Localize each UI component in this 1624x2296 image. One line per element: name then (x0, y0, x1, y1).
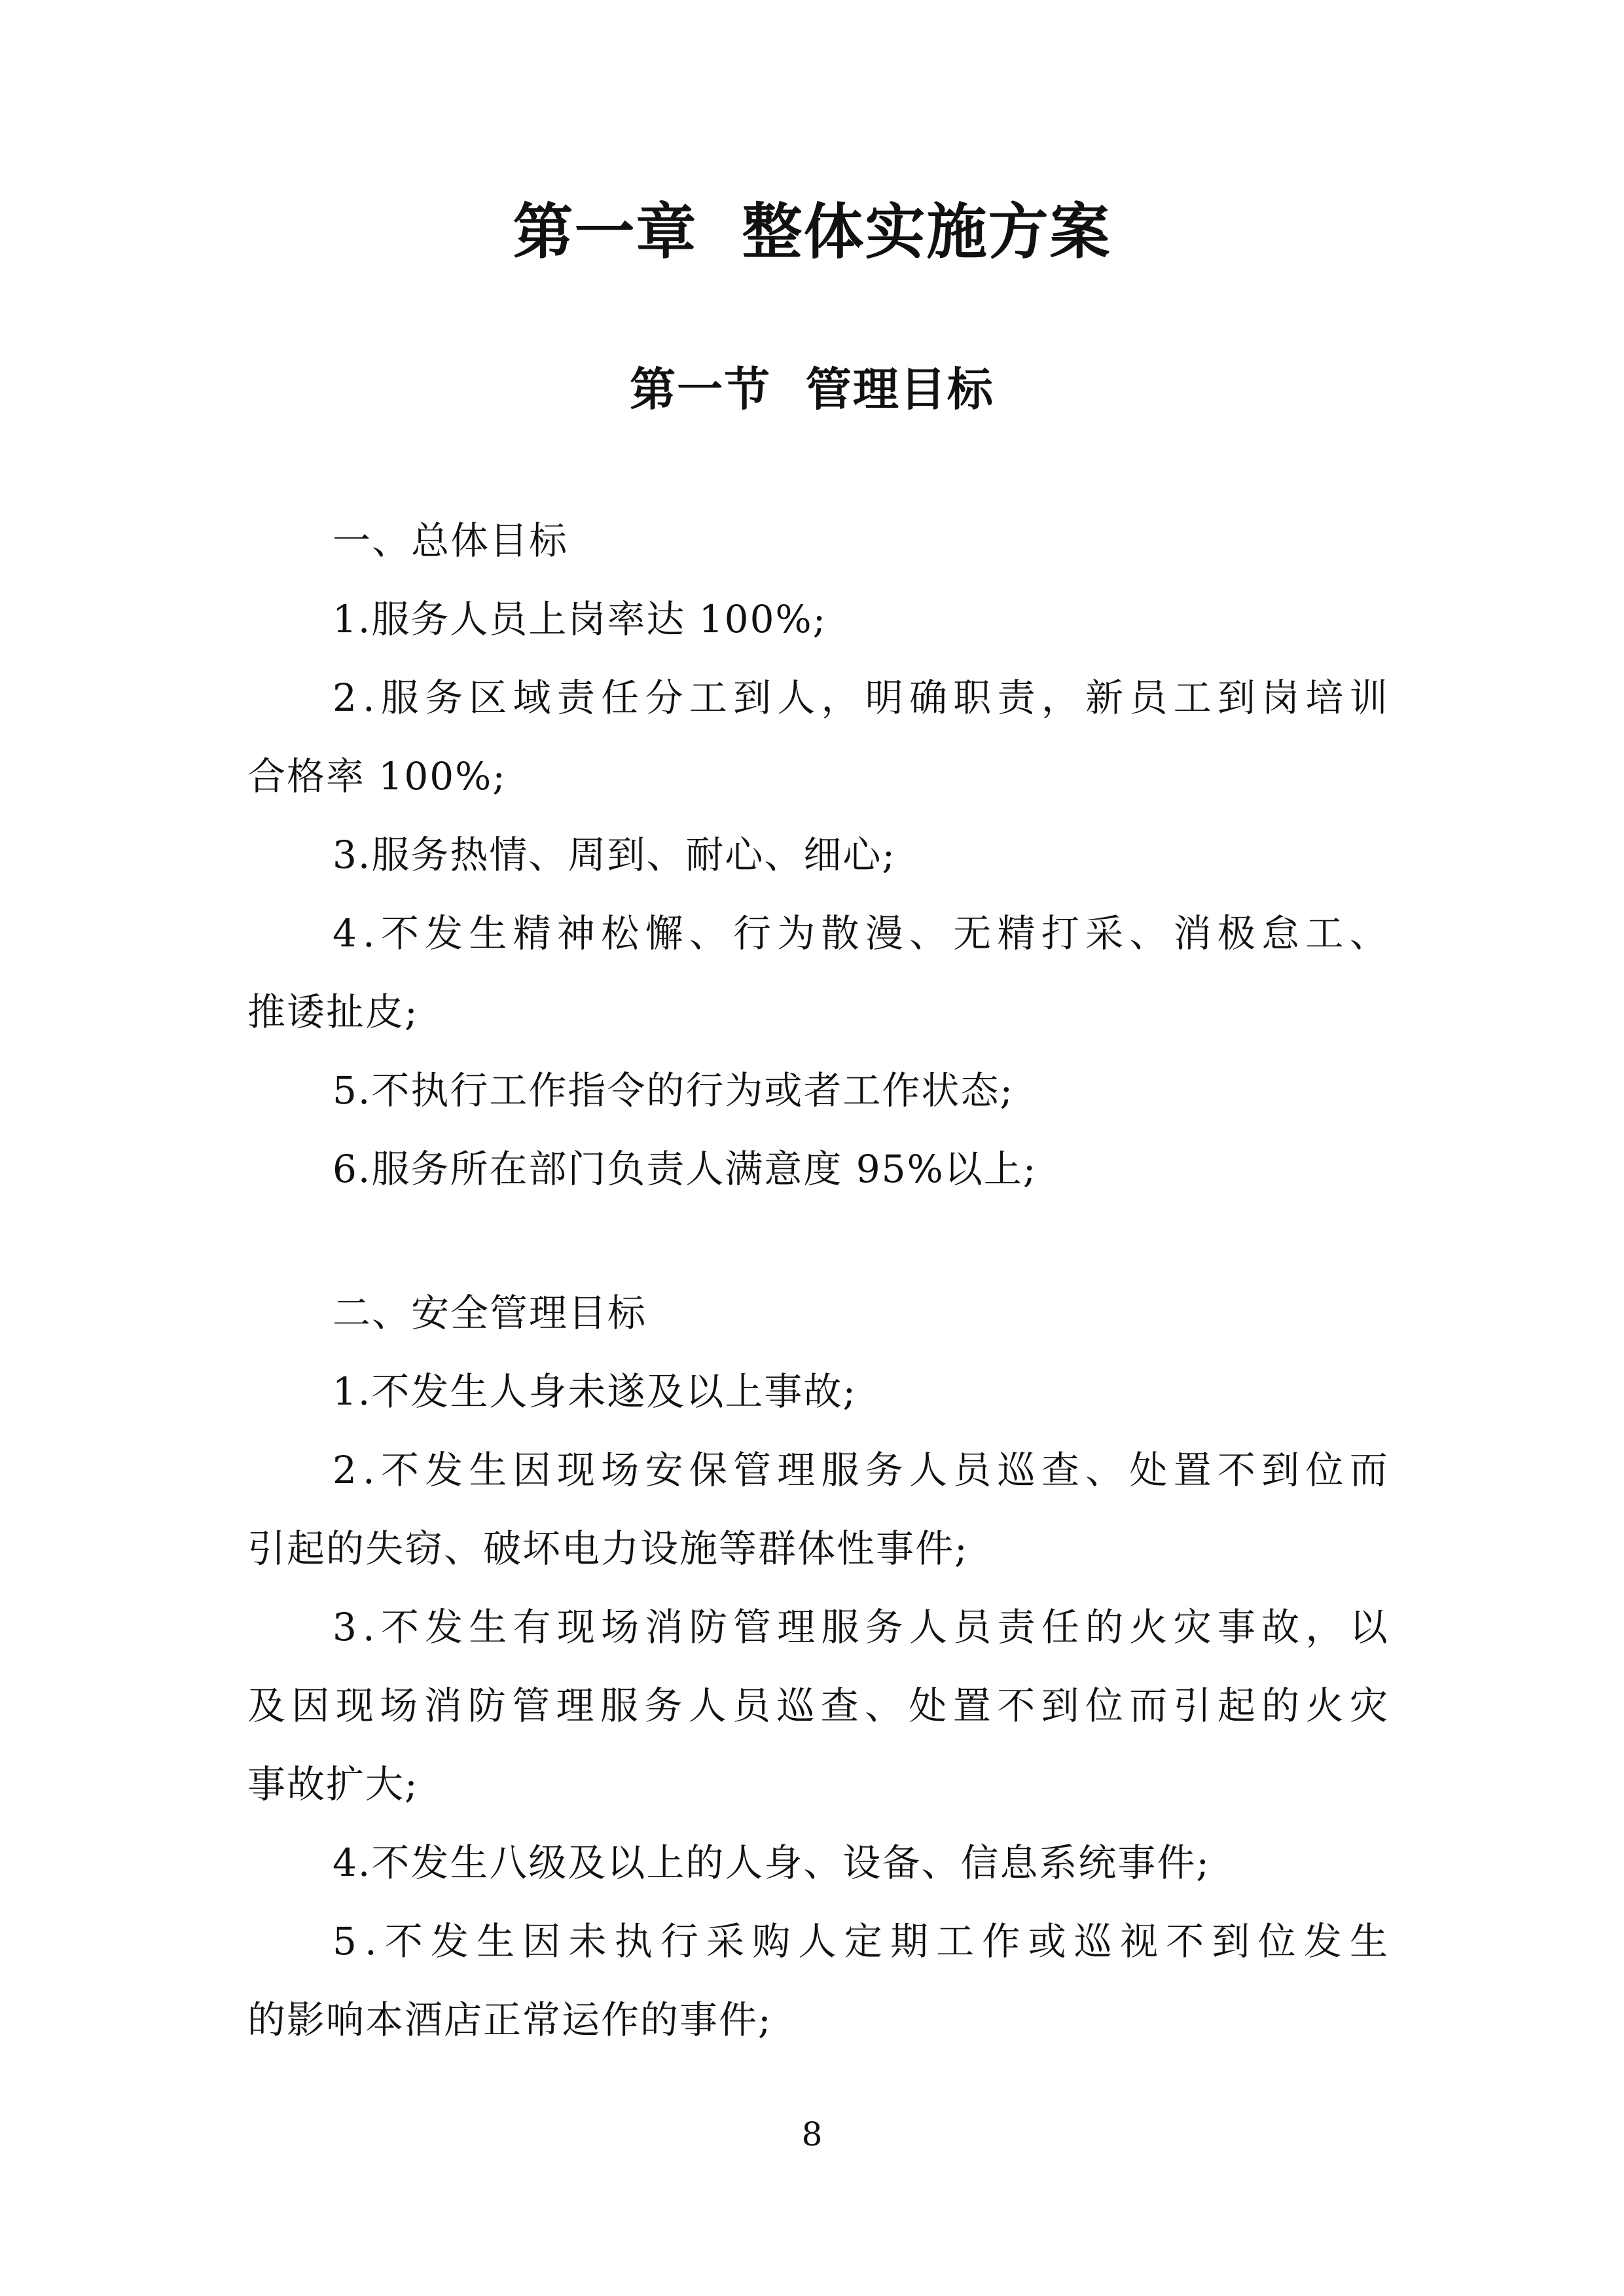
text-glyph: 有 (513, 1605, 551, 1649)
text-glyph: 安 (645, 1448, 683, 1492)
text-glyph: 保 (689, 1448, 727, 1492)
text-glyph: 服 (600, 1683, 638, 1728)
text-glyph: 而 (1349, 1448, 1388, 1492)
text-glyph: 事 (1217, 1605, 1255, 1649)
text-glyph: 务 (865, 1448, 903, 1492)
text-glyph: 消 (645, 1605, 683, 1649)
text-glyph: 责 (997, 1605, 1036, 1649)
text-glyph: 未 (568, 1919, 607, 1964)
text-glyph: 巡 (1074, 1919, 1112, 1964)
text-glyph: ， (1041, 675, 1079, 720)
text-glyph: 位 (1257, 1919, 1296, 1964)
paragraph-line: 合格率 100%; (247, 754, 507, 798)
text-glyph: 怠 (1261, 911, 1300, 956)
text-glyph: 管 (732, 1448, 771, 1492)
text-glyph: 松 (601, 911, 640, 956)
text-glyph: 工 (1173, 675, 1212, 720)
text-glyph: 、 (689, 911, 727, 956)
paragraph-line: 引起的失窃、破坏电力设施等群体性事件; (247, 1526, 969, 1571)
text-glyph: 视 (1119, 1919, 1158, 1964)
text-glyph: 发 (430, 1919, 469, 1964)
text-glyph: 人 (798, 1919, 837, 1964)
text-glyph: 培 (1305, 675, 1344, 720)
text-glyph: 起 (1217, 1683, 1255, 1728)
text-glyph: . (363, 1605, 375, 1649)
text-glyph: 行 (732, 911, 771, 956)
text-glyph: 职 (953, 675, 992, 720)
text-glyph: 责 (556, 675, 595, 720)
text-glyph: 防 (689, 1605, 727, 1649)
text-glyph: 火 (1305, 1683, 1344, 1728)
text-glyph: 不 (380, 911, 419, 956)
text-glyph: 到 (1261, 1448, 1300, 1492)
paragraph-line: 的影响本酒店正常运作的事件; (247, 1998, 772, 2042)
text-glyph: . (365, 1919, 377, 1964)
text-glyph: 定 (844, 1919, 882, 1964)
text-glyph: 消 (1173, 911, 1212, 956)
text-glyph: 发 (1303, 1919, 1342, 1964)
text-glyph: 管 (732, 1605, 771, 1649)
paragraph-line: 6.服务所在部门负责人满意度 95%以上; (333, 1147, 1038, 1191)
text-glyph: 或 (1028, 1919, 1066, 1964)
text-glyph: 消 (424, 1683, 462, 1728)
text-glyph: 因 (522, 1919, 561, 1964)
page-number: 8 (801, 2115, 823, 2153)
text-glyph: 不 (1217, 1448, 1255, 1492)
text-glyph: 置 (952, 1683, 991, 1728)
text-glyph: 员 (953, 1605, 992, 1649)
text-glyph: 明 (865, 675, 903, 720)
text-glyph: 懈 (645, 911, 683, 956)
text-glyph: 服 (821, 1605, 859, 1649)
paragraph-line (333, 907, 1388, 960)
text-glyph: 行 (660, 1919, 698, 1964)
text-glyph: 现 (556, 1448, 595, 1492)
text-glyph: 因 (513, 1448, 551, 1492)
text-glyph: 神 (556, 911, 595, 956)
text-glyph: 发 (425, 1448, 463, 1492)
text-glyph: 不 (380, 1448, 419, 1492)
text-glyph: 到 (732, 675, 771, 720)
text-glyph: 岗 (1261, 675, 1300, 720)
text-glyph: 以 (1349, 1605, 1388, 1649)
text-glyph: 位 (1305, 1448, 1344, 1492)
heading-overall-goals: 一、总体目标 (333, 518, 569, 563)
text-glyph: 极 (1217, 911, 1255, 956)
paragraph-line (333, 1915, 1388, 1967)
text-glyph: 生 (469, 911, 507, 956)
text-glyph: 管 (512, 1683, 550, 1728)
text-glyph: 5 (333, 1919, 357, 1964)
text-glyph: 期 (890, 1919, 928, 1964)
paragraph-line: 4.不发生八级及以上的人身、设备、信息系统事件; (333, 1840, 1210, 1885)
text-glyph: 处 (909, 1683, 947, 1728)
paragraph-line: 1.服务人员上岗率达 100%; (333, 597, 827, 641)
text-glyph: 不 (1166, 1919, 1204, 1964)
paragraph-line (333, 672, 1388, 724)
text-glyph: 漫 (865, 911, 903, 956)
paragraph-line (247, 1679, 1388, 1732)
paragraph-line: 1.不发生人身未遂及以上事故; (333, 1369, 857, 1414)
text-glyph: 灾 (1173, 1605, 1212, 1649)
text-glyph: 无 (953, 911, 992, 956)
text-glyph: 理 (556, 1683, 594, 1728)
text-glyph: 位 (1085, 1683, 1123, 1728)
text-glyph: 场 (601, 1605, 640, 1649)
text-glyph: 2 (333, 1448, 357, 1492)
chapter-title: 第一章 整体实施方案 (513, 197, 1111, 267)
text-glyph: 巡 (776, 1683, 815, 1728)
text-glyph: 生 (469, 1448, 507, 1492)
text-glyph: 人 (688, 1683, 727, 1728)
text-glyph: 引 (1173, 1683, 1212, 1728)
text-glyph: 工 (936, 1919, 975, 1964)
text-glyph: 灾 (1349, 1683, 1388, 1728)
text-glyph: 故 (1261, 1605, 1300, 1649)
text-glyph: 务 (425, 675, 463, 720)
text-glyph: 查 (1041, 1448, 1079, 1492)
text-glyph: 工 (689, 675, 727, 720)
text-glyph: 场 (380, 1683, 418, 1728)
text-glyph: 而 (1129, 1683, 1168, 1728)
paragraph-line (333, 1601, 1388, 1653)
paragraph-line: 3.服务热情、周到、耐心、细心; (333, 833, 896, 877)
text-glyph: 现 (556, 1605, 595, 1649)
text-glyph: 、 (909, 911, 948, 956)
text-glyph: 精 (997, 911, 1036, 956)
text-glyph: 因 (291, 1683, 330, 1728)
text-glyph: 购 (752, 1919, 791, 1964)
text-glyph: 精 (513, 911, 551, 956)
text-glyph: 训 (1349, 675, 1388, 720)
text-glyph: 生 (469, 1605, 507, 1649)
text-glyph: 场 (601, 1448, 640, 1492)
text-glyph: 火 (1129, 1605, 1168, 1649)
text-glyph: 服 (380, 675, 419, 720)
text-glyph: 域 (513, 675, 551, 720)
text-glyph: 、 (1349, 911, 1388, 956)
text-glyph: 打 (1041, 911, 1079, 956)
text-glyph: 执 (614, 1919, 653, 1964)
text-glyph: 人 (909, 1605, 948, 1649)
text-glyph: 区 (469, 675, 507, 720)
text-glyph: 处 (1129, 1448, 1168, 1492)
text-glyph: 巡 (997, 1448, 1036, 1492)
text-glyph: 作 (982, 1919, 1020, 1964)
text-glyph: 发 (425, 911, 463, 956)
text-glyph: 不 (384, 1919, 423, 1964)
text-glyph: 防 (467, 1683, 506, 1728)
text-glyph: 务 (644, 1683, 683, 1728)
text-glyph: 到 (1041, 1683, 1079, 1728)
text-glyph: 确 (909, 675, 948, 720)
text-glyph: 理 (777, 1448, 816, 1492)
text-glyph: 的 (1085, 1605, 1124, 1649)
text-glyph: 任 (1041, 1605, 1079, 1649)
text-glyph: 务 (865, 1605, 903, 1649)
text-glyph: . (363, 911, 375, 956)
text-glyph: 任 (601, 675, 640, 720)
heading-safety-goals: 二、安全管理目标 (333, 1291, 647, 1335)
text-glyph: 、 (865, 1683, 903, 1728)
text-glyph: ， (1305, 1605, 1344, 1649)
text-glyph: 生 (1349, 1919, 1388, 1964)
text-glyph: 置 (1173, 1448, 1212, 1492)
text-glyph: 员 (953, 1448, 992, 1492)
text-glyph: 查 (820, 1683, 859, 1728)
text-glyph: 员 (732, 1683, 770, 1728)
text-glyph: 人 (909, 1448, 948, 1492)
text-glyph: 到 (1212, 1919, 1250, 1964)
text-glyph: 散 (821, 911, 859, 956)
text-glyph: 4 (333, 911, 357, 956)
text-glyph: 到 (1217, 675, 1255, 720)
text-glyph: . (363, 1448, 375, 1492)
text-glyph: 为 (777, 911, 816, 956)
text-glyph: 理 (777, 1605, 816, 1649)
text-glyph: 服 (821, 1448, 859, 1492)
text-glyph: . (363, 675, 375, 720)
paragraph-line: 推诿扯皮; (247, 990, 419, 1034)
text-glyph: 不 (380, 1605, 419, 1649)
text-glyph: 的 (1261, 1683, 1300, 1728)
text-glyph: 采 (706, 1919, 745, 1964)
text-glyph: 、 (1129, 911, 1168, 956)
text-glyph: 工 (1305, 911, 1344, 956)
text-glyph: 不 (997, 1683, 1036, 1728)
text-glyph: 及 (247, 1683, 286, 1728)
text-glyph: 员 (1129, 675, 1168, 720)
text-glyph: 现 (335, 1683, 374, 1728)
text-glyph: 生 (477, 1919, 515, 1964)
text-glyph: 人 (777, 675, 816, 720)
paragraph-line: 5.不执行工作指令的行为或者工作状态; (333, 1068, 1014, 1113)
text-glyph: ， (821, 675, 859, 720)
paragraph-line: 事故扩大; (247, 1762, 419, 1806)
text-glyph: 责 (997, 675, 1036, 720)
text-glyph: 3 (333, 1605, 357, 1649)
section-title: 第一节 管理目标 (630, 363, 994, 416)
text-glyph: 发 (425, 1605, 463, 1649)
paragraph-line (333, 1444, 1388, 1496)
text-glyph: 新 (1085, 675, 1124, 720)
text-glyph: 分 (645, 675, 683, 720)
text-glyph: 2 (333, 675, 357, 720)
text-glyph: 采 (1085, 911, 1124, 956)
text-glyph: 、 (1085, 1448, 1124, 1492)
